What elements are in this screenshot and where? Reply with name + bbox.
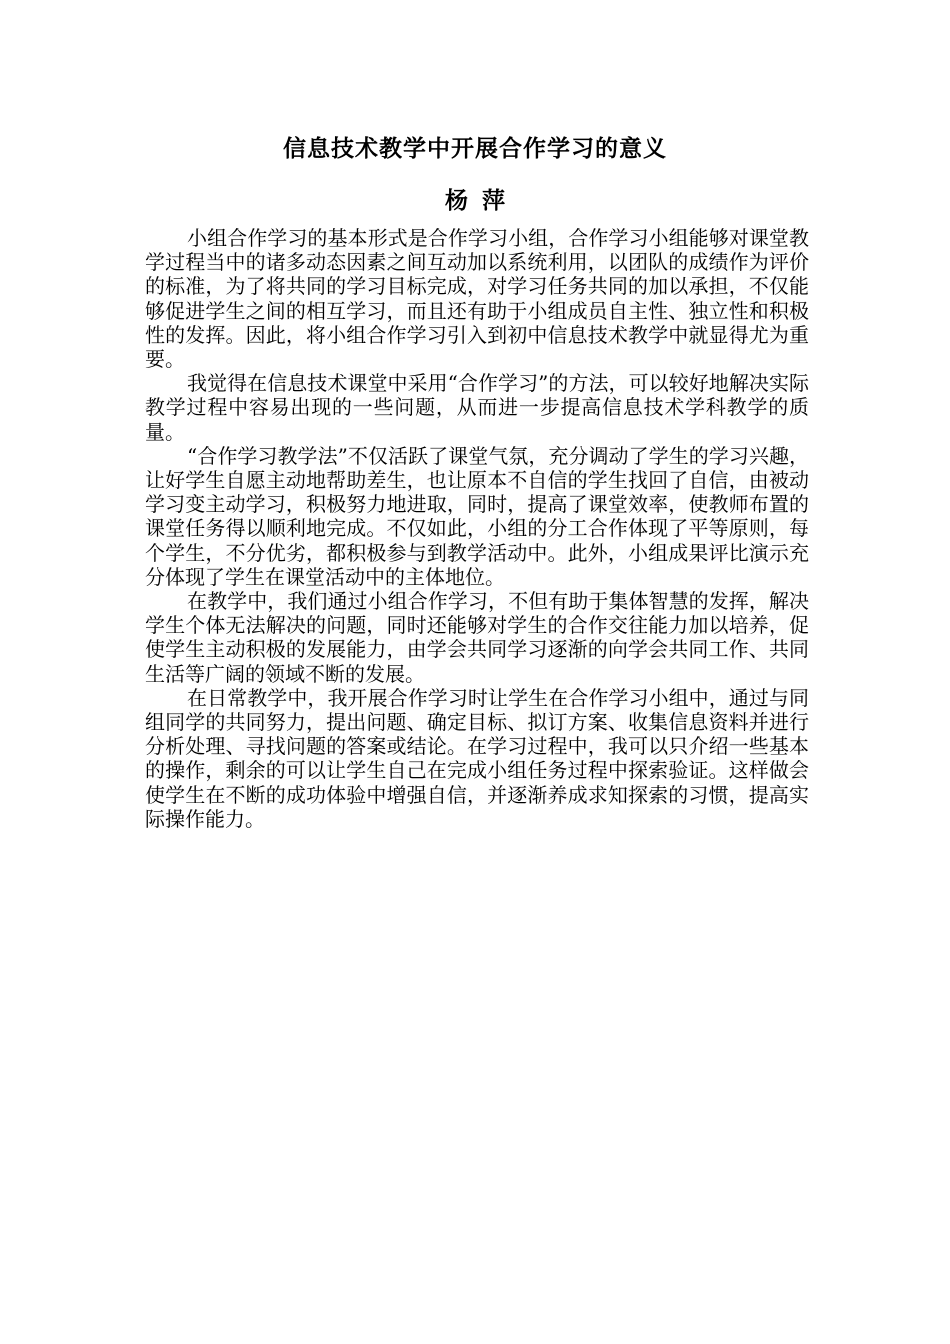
body-paragraph-1: 小组合作学习的基本形式是合作学习小组，合作学习小组能够对课堂教学过程当中的诸多动态因素之间互动加以系统利用，以团队的成绩作为评价的标准，为了将共同的学习目标完成，对学习任务共同的加以承担，不仅能够促进学生之间的相互学习，而且还有助于小组成员自主性、独立性和积极性的发挥。因此，将小组合作学习引入到初中信息技术教学中就显得尤为重要。: [145, 226, 809, 372]
document-title: 信息技术教学中开展合作学习的意义: [283, 136, 667, 162]
body-paragraph-2: 我觉得在信息技术课堂中采用“合作学习”的方法，可以较好地解决实际教学过程中容易出现的一些问题，从而进一步提高信息技术学科教学的质量。: [145, 371, 809, 444]
document-author: 杨萍: [445, 188, 519, 214]
document-body: [145, 226, 809, 831]
body-paragraph-3: “合作学习教学法”不仅活跃了课堂气氛，充分调动了学生的学习兴趣，让好学生自愿主动地帮助差生，也让原本不自信的学生找回了自信，由被动学习变主动学习，积极努力地进取，同时，提高了课堂效率，使教师布置的课堂任务得以顺利地完成。不仅如此，小组的分工合作体现了平等原则，每个学生，不分优劣，都积极参与到教学活动中。此外，小组成果评比演示充分体现了学生在课堂活动中的主体地位。: [145, 443, 809, 589]
body-paragraph-4: 在教学中，我们通过小组合作学习，不但有助于集体智慧的发挥，解决学生个体无法解决的问题，同时还能够对学生的合作交往能力加以培养，促使学生主动积极的发展能力，由学会共同学习逐渐的向学会共同工作、共同生活等广阔的领域不断的发展。: [145, 589, 809, 686]
body-paragraph-5: 在日常教学中，我开展合作学习时让学生在合作学习小组中，通过与同组同学的共同努力，提出问题、确定目标、拟订方案、收集信息资料并进行分析处理、寻找问题的答案或结论。在学习过程中，我可以只介绍一些基本的操作，剩余的可以让学生自己在完成小组任务过程中探索验证。这样做会使学生在不断的成功体验中增强自信，并逐渐养成求知探索的习惯，提高实际操作能力。: [145, 685, 809, 831]
